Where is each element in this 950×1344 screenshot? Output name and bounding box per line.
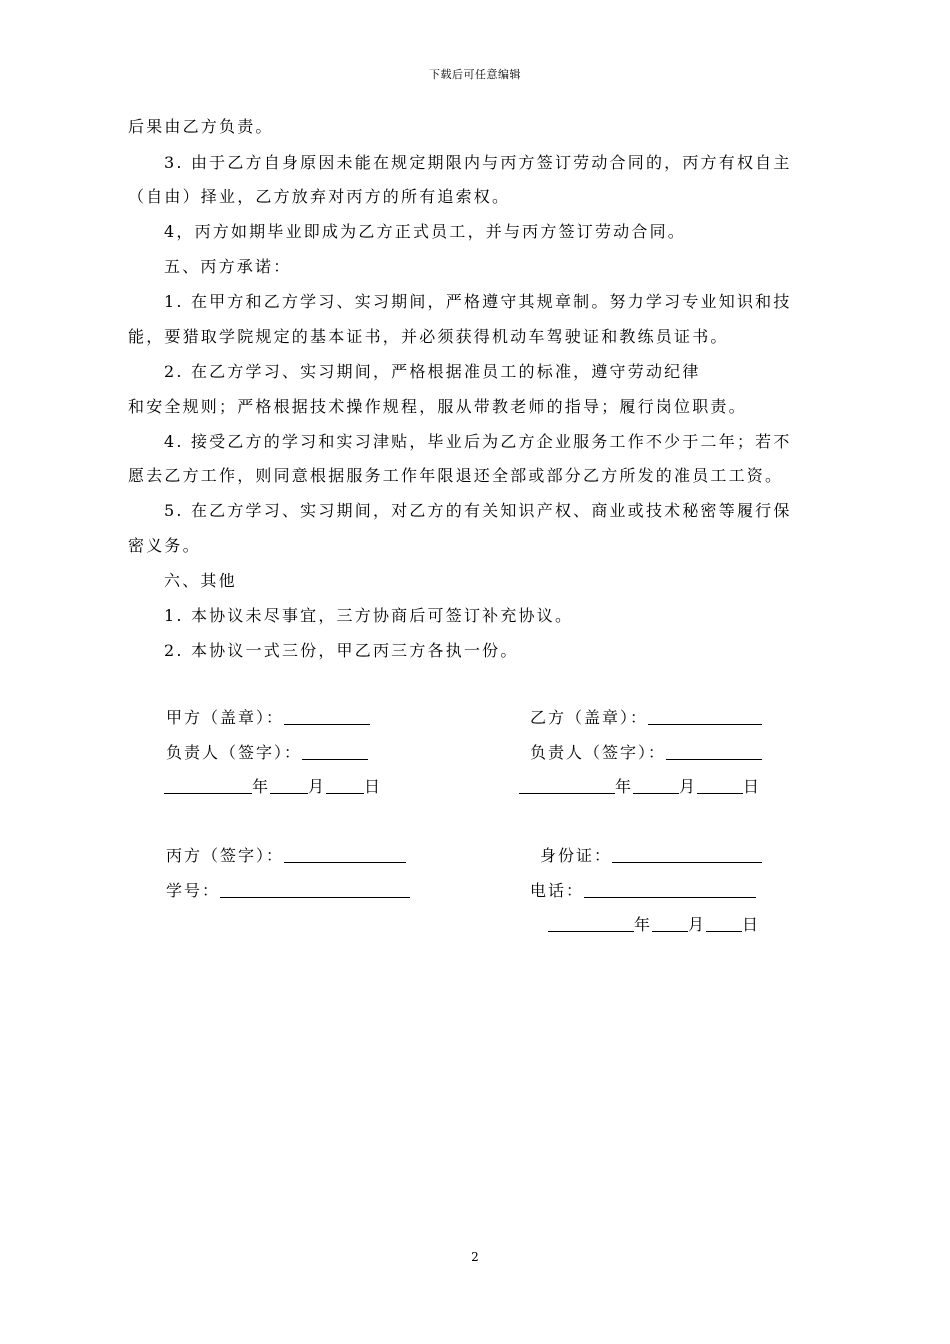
- clause-5-5-cont: 密义务。: [128, 536, 201, 555]
- clause-4-3-cont: （自由）择业，乙方放弃对丙方的所有追索权。: [128, 187, 511, 206]
- phone-row: [530, 880, 756, 902]
- id-card-blank[interactable]: [612, 847, 762, 863]
- day-label: 日: [742, 915, 761, 934]
- party-c-sign-blank[interactable]: [284, 847, 406, 863]
- paragraph-line: 后果由乙方负责。: [128, 117, 274, 136]
- party-a-seal-blank[interactable]: [284, 709, 370, 725]
- party-b-seal-label: 乙方（盖章）：: [530, 708, 649, 727]
- party-b-rep-row: [530, 742, 762, 764]
- party-c-year-blank[interactable]: [548, 916, 634, 932]
- phone-blank[interactable]: [584, 882, 756, 898]
- month-label: 月: [688, 915, 707, 934]
- party-a-day-blank[interactable]: [326, 778, 364, 794]
- year-label: 年: [615, 777, 634, 796]
- party-c-sign-label: 丙方（签字）：: [166, 846, 285, 865]
- clause-5-1: 1. 在甲方和乙方学习、实习期间，严格遵守其规章制。努力学习专业知识和技: [164, 292, 792, 311]
- party-b-rep-label: 负责人（签字）：: [530, 743, 667, 762]
- party-b-rep-blank[interactable]: [666, 744, 762, 760]
- section-heading-6: 六、其他: [164, 571, 237, 590]
- clause-5-4-cont: 愿去乙方工作，则同意根据服务工作年限退还全部或部分乙方所发的准员工工资。: [128, 466, 784, 485]
- party-b-seal-blank[interactable]: [648, 709, 762, 725]
- party-c-month-blank[interactable]: [652, 916, 688, 932]
- student-id-blank[interactable]: [220, 882, 410, 898]
- party-a-rep-label: 负责人（签字）：: [166, 743, 303, 762]
- id-card-label: 身份证：: [540, 846, 613, 865]
- party-a-seal-label: 甲方（盖章）：: [166, 708, 285, 727]
- clause-6-2: 2. 本协议一式三份，甲乙丙三方各执一份。: [164, 641, 519, 660]
- year-label: 年: [634, 915, 653, 934]
- clause-4-3: 3. 由于乙方自身原因未能在规定期限内与丙方签订劳动合同的，丙方有权自主: [164, 153, 792, 172]
- party-a-year-blank[interactable]: [164, 778, 252, 794]
- party-a-date-row: [164, 776, 382, 798]
- page-header: 下载后可任意编辑: [429, 68, 521, 81]
- day-label: 日: [743, 777, 762, 796]
- clause-4-4: 4，丙方如期毕业即成为乙方正式员工，并与丙方签订劳动合同。: [164, 222, 686, 241]
- clause-5-2: 2. 在乙方学习、实习期间，严格根据准员工的标准，遵守劳动纪律: [164, 362, 701, 381]
- party-c-date-row: [548, 914, 760, 936]
- party-b-month-blank[interactable]: [633, 778, 679, 794]
- phone-label: 电话：: [530, 881, 585, 900]
- party-b-date-row: [519, 776, 761, 798]
- clause-5-5: 5. 在乙方学习、实习期间，对乙方的有关知识产权、商业或技术秘密等履行保: [164, 501, 792, 520]
- year-label: 年: [252, 777, 271, 796]
- party-b-seal-row: [530, 707, 762, 729]
- page-number: 2: [471, 1250, 479, 1264]
- id-card-row: [540, 845, 762, 867]
- party-a-rep-blank[interactable]: [302, 744, 368, 760]
- clause-6-1: 1. 本协议未尽事宜，三方协商后可签订补充协议。: [164, 606, 574, 625]
- day-label: 日: [364, 777, 383, 796]
- party-b-year-blank[interactable]: [519, 778, 615, 794]
- party-b-day-blank[interactable]: [697, 778, 743, 794]
- party-a-seal-row: [166, 707, 370, 729]
- party-c-day-blank[interactable]: [706, 916, 742, 932]
- party-c-sign-row: [166, 845, 406, 867]
- clause-5-4: 4. 接受乙方的学习和实习津贴，毕业后为乙方企业服务工作不少于二年；若不: [164, 432, 792, 451]
- month-label: 月: [308, 777, 327, 796]
- clause-5-2-cont: 和安全规则；严格根据技术操作规程，服从带教老师的指导；履行岗位职责。: [128, 397, 747, 416]
- student-id-label: 学号：: [166, 881, 221, 900]
- party-a-month-blank[interactable]: [270, 778, 308, 794]
- clause-5-1-cont: 能，要猎取学院规定的基本证书，并必须获得机动车驾驶证和教练员证书。: [128, 327, 729, 346]
- month-label: 月: [679, 777, 698, 796]
- student-id-row: [166, 880, 410, 902]
- party-a-rep-row: [166, 742, 368, 764]
- section-heading-5: 五、丙方承诺：: [164, 257, 292, 276]
